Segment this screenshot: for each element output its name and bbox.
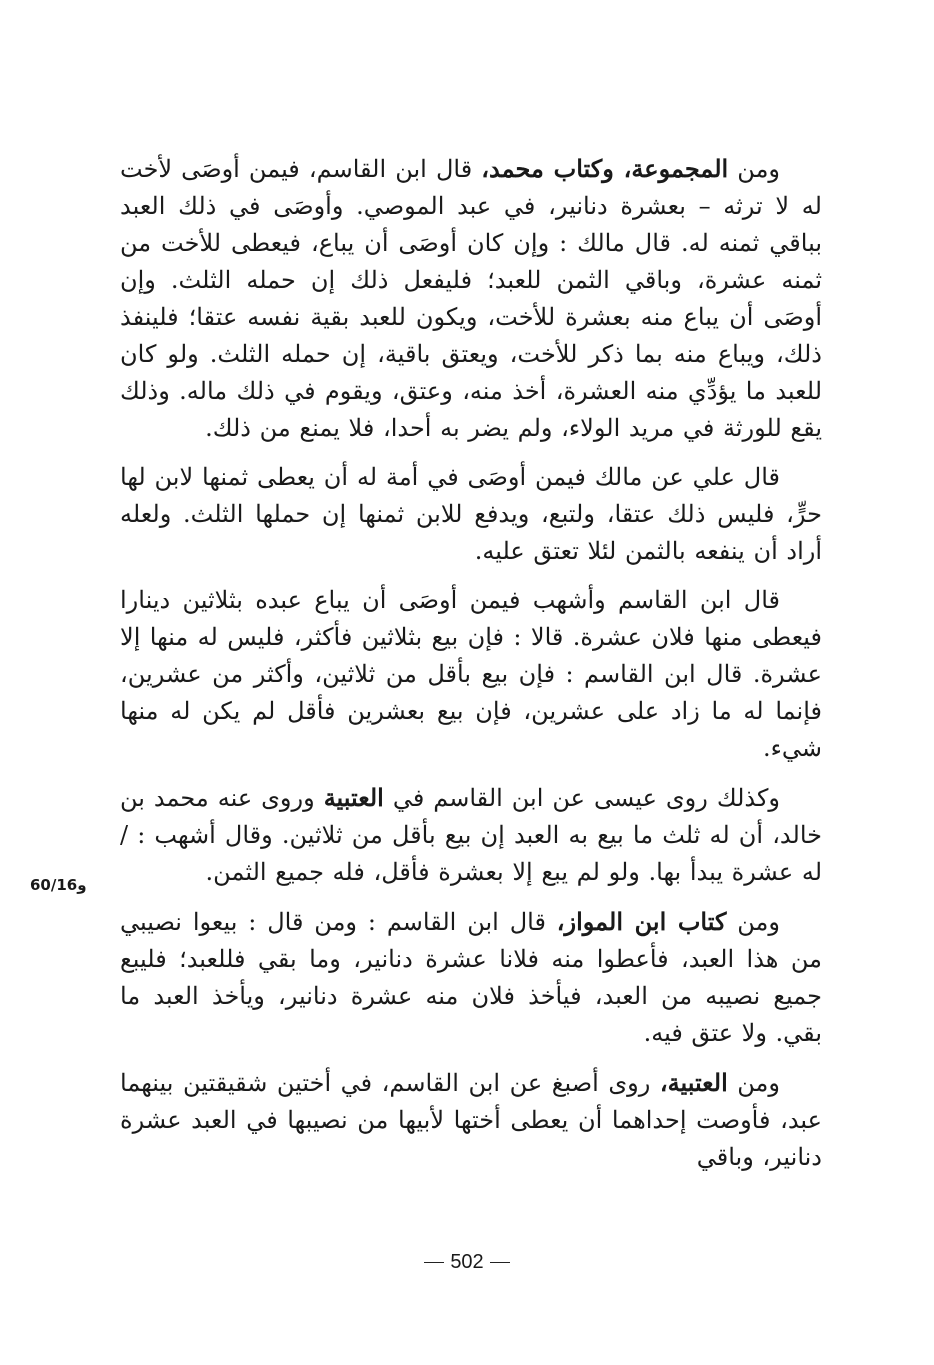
- paragraph-3: [120, 582, 822, 767]
- left-dash: [424, 1262, 444, 1263]
- paragraph-1-source-title: المجموعة، وكتاب محمد،: [481, 154, 729, 183]
- paragraph-1-body: قال ابن القاسم، فيمن أوصَى لأخت له لا ترثه – بعشرة دنانير، في عبد الموصي. وأوصَى في ذلك العبد بباقي ثمنه له. قال مالك : وإن كان أوصَى أن يباع، فيعطى للأخت من ثمنه عشرة، وباقي الثمن للعبد؛ فليفعل ذلك إن حمله الثلث. وإن أوصَى أن يباع منه بعشرة للأخت، ويكون للعبد بقية نفسه عتقا؛ فلينفذ ذلك، ويباع منه بما ذكر للأخت، ويعتق باقية، إن حمله الثلث. ولو كان للعبد ما يؤدِّي منه العشرة، أخذ منه، وعتق، ويقوم في ذلك ماله. وذلك يقع للورثة في مريد الولاء، ولم يضر به أحدا، فلا يمنع من ذلك.: [120, 155, 823, 442]
- paragraph-4-source-title: العتبية: [323, 783, 384, 812]
- paragraph-2: [120, 459, 822, 570]
- paragraph-6-source-title: العتبية،: [659, 1068, 728, 1097]
- paragraph-1: [120, 150, 822, 447]
- paragraph-5-prefix: ومن: [726, 908, 780, 936]
- paragraph-6-prefix: ومن: [727, 1069, 780, 1097]
- paragraph-6-body: روى أصبغ عن ابن القاسم، في أختين شقيقتين بينهما عبد، فأوصت إحداهما أن يعطى أختها لأبيها من نصيبها في العبد عشرة دنانير، وباقي: [120, 1069, 822, 1171]
- paragraph-2-body: قال علي عن مالك فيمن أوصَى في أمة له أن يعطى ثمنها لابن لها حرٍّ، فليس ذلك عتقا، ولتبع، ويدفع للابن ثمنها إن حملها الثلث. ولعله أراد أن ينفعه بالثمن لئلا تعتق عليه.: [120, 463, 822, 565]
- paragraph-1-prefix: ومن: [728, 155, 781, 183]
- body-text: [120, 150, 822, 1188]
- page-number-footer: [0, 1251, 934, 1274]
- right-dash: [490, 1262, 510, 1263]
- paragraph-4-body: وروى عنه محمد بن خالد، أن له ثلث ما بيع به العبد إن بيع بأقل من ثلاثين. وقال أشهب : / له عشرة يبدأ بها. ولو لم يبع إلا بعشرة فأقل، فله جميع الثمن.: [120, 784, 822, 886]
- paragraph-5-body: قال ابن القاسم : ومن قال : بيعوا نصيبي من هذا العبد، فأعطوا منه فلانا عشرة دنانير، وما بقي فللعبد؛ فليبع جميع نصيبه من العبد، فيأخذ فلان منه عشرة دنانير، ويأخذ العبد ما بقي. ولا عتق فيه.: [120, 908, 822, 1047]
- paragraph-5-source-title: كتاب ابن المواز،: [556, 907, 727, 936]
- page-number: 502: [450, 1251, 484, 1273]
- manuscript-folio-reference: 60/16و: [30, 876, 87, 894]
- paragraph-3-body: قال ابن القاسم وأشهب فيمن أوصَى أن يباع عبده بثلاثين دينارا فيعطى منها فلان عشرة. قالا : فإن بيع بثلاثين فأكثر، فليس له منها إلا عشرة. قال ابن القاسم : فإن بيع بأقل من ثلاثين، وأكثر من عشرين، فإنما له ما زاد على عشرين، فإن بيع بعشرين فأقل لم يكن له منها شيء.: [120, 586, 822, 762]
- paragraph-4: [120, 779, 822, 891]
- paragraph-6: [120, 1064, 822, 1176]
- paragraph-5: [120, 903, 822, 1052]
- paragraph-4-prefix: وكذلك روى عيسى عن ابن القاسم في: [383, 784, 780, 812]
